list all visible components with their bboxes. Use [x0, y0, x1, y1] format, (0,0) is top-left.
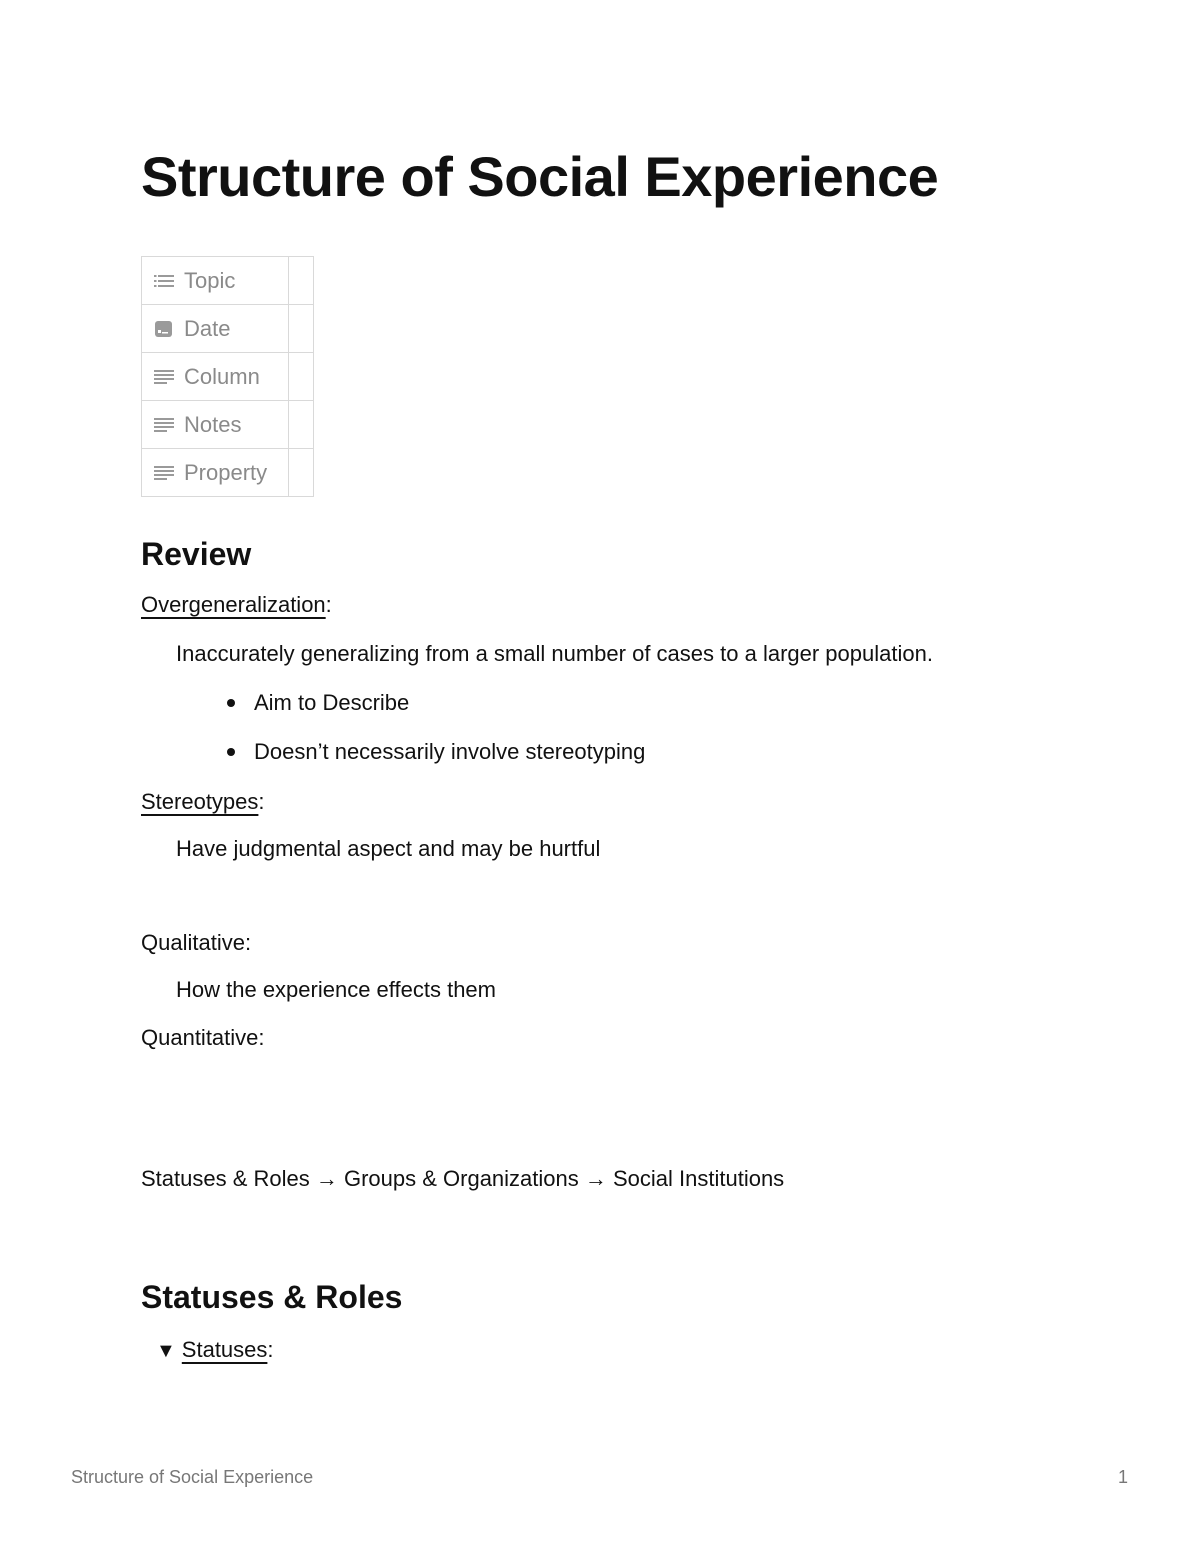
triangle-down-icon[interactable]: ▼	[156, 1340, 176, 1362]
overgeneralization-definition: Inaccurately generalizing from a small number of cases to a larger population.	[176, 641, 933, 666]
stereotypes-link[interactable]: Stereotypes	[141, 789, 259, 814]
overgeneralization-term: Overgeneralization:	[141, 592, 332, 617]
list-item: Aim to Describe	[254, 690, 410, 715]
stereotypes-definition: Have judgmental aspect and may be hurtful	[176, 836, 601, 861]
property-row-topic[interactable]	[142, 257, 314, 305]
property-row-column[interactable]	[142, 353, 314, 401]
list-item: Doesn’t necessarily involve stereotyping	[254, 739, 646, 764]
bullet-dot	[227, 699, 235, 707]
text-lines-icon	[154, 465, 174, 481]
quantitative-label: Quantitative:	[141, 1025, 265, 1050]
overgeneralization-link[interactable]: Overgeneralization	[141, 592, 326, 617]
statuses-toggle[interactable]: ▼ Statuses:	[156, 1337, 274, 1362]
properties-table	[141, 256, 314, 497]
footer-title: Structure of Social Experience	[71, 1467, 314, 1487]
list-icon	[154, 273, 174, 289]
text-lines-icon	[154, 369, 174, 385]
statuses-roles-heading: Statuses & Roles	[141, 1279, 403, 1315]
page-number: 1	[1118, 1467, 1129, 1487]
review-heading: Review	[141, 536, 252, 572]
text-lines-icon	[154, 417, 174, 433]
property-label: Column	[184, 363, 260, 389]
bullet-dot	[227, 748, 235, 756]
property-label: Notes	[184, 411, 242, 437]
page-title: Structure of Social Experience	[141, 145, 939, 208]
qualitative-label: Qualitative:	[141, 930, 252, 955]
property-row-property[interactable]	[142, 449, 314, 497]
statuses-link[interactable]: Statuses	[181, 1337, 268, 1362]
qualitative-definition: How the experience effects them	[176, 977, 496, 1002]
structure-flow: Statuses & Roles → Groups & Organizations → Social Institutions	[141, 1166, 785, 1191]
calendar-icon	[154, 320, 174, 338]
property-row-notes[interactable]	[142, 401, 314, 449]
property-row-date[interactable]	[142, 305, 314, 353]
property-label: Property	[184, 459, 268, 485]
property-label: Topic	[184, 267, 236, 293]
property-label: Date	[184, 315, 231, 341]
stereotypes-term: Stereotypes:	[141, 789, 265, 814]
